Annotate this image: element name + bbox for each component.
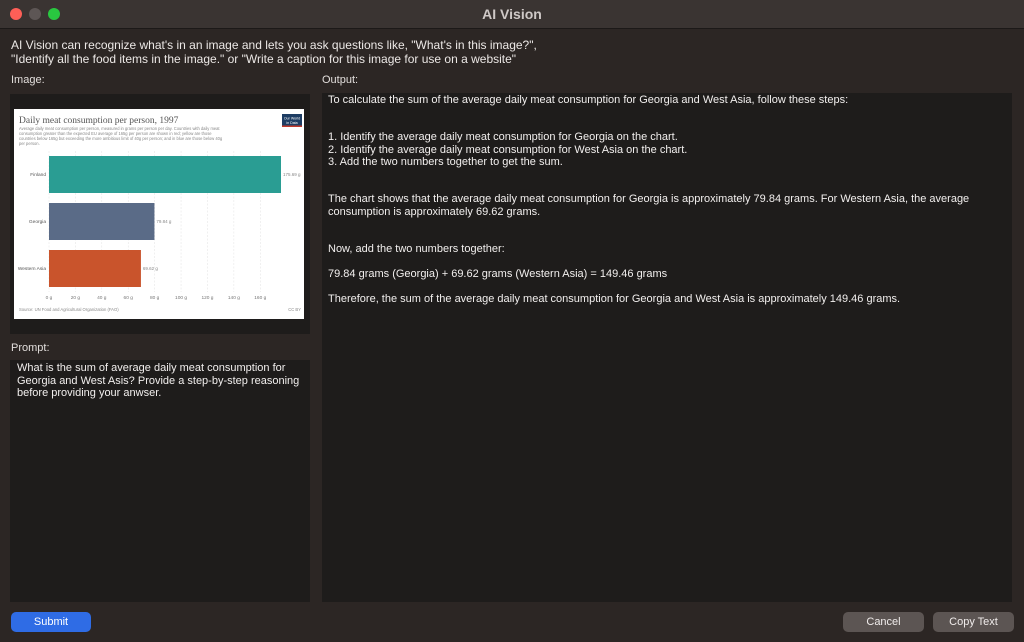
intro-line-2: "Identify all the food items in the image." or "Write a caption for this image for use on a website"	[11, 52, 517, 66]
output-paragraph: Now, add the two numbers together:	[328, 243, 505, 255]
chart-category-label: Georgia	[28, 220, 46, 226]
chart-x-tick-label: 120 g	[201, 296, 214, 301]
chart-x-tick-label: 160 g	[254, 296, 267, 301]
output-step: 1. Identify the average daily meat consumption for Georgia on the chart.	[328, 131, 678, 143]
chart-value-label: 79.84 g	[156, 219, 172, 225]
chart-subtitle-line: Average daily meat consumption per person, measured in grams per person per day. Countries with daily meat	[19, 126, 220, 131]
copy-text-button[interactable]: Copy Text	[933, 612, 1014, 632]
output-label: Output:	[322, 74, 359, 86]
chart-x-tick-label: 40 g	[97, 296, 107, 301]
submit-button[interactable]: Submit	[11, 612, 91, 632]
prompt-input[interactable]	[10, 360, 310, 602]
output-paragraph: 79.84 grams (Georgia) + 69.62 grams (Western Asia) = 149.46 grams	[328, 268, 668, 280]
chart-bar	[49, 203, 154, 240]
chart-source: Source: UN Food and Agricultural Organization (FAO)	[19, 307, 119, 312]
intro-text	[11, 38, 537, 66]
output-step: 2. Identify the average daily meat consumption for West Asia on the chart.	[328, 143, 688, 156]
prompt-text: What is the sum of average daily meat consumption for Georgia and West Asis? Provide a step-by-step reasoning before providing your anwser.	[17, 362, 300, 399]
chart-value-label: 69.62 g	[142, 266, 158, 272]
chart-subtitle-line: countries below 165g but exceeding the more ambitious limit of 40g per person; and in blue are those below 40g	[19, 136, 223, 141]
output-step: 3. Add the two numbers together to get the sum.	[328, 156, 563, 168]
chart-category-label: Western Asia	[17, 267, 46, 273]
image-label: Image:	[11, 74, 45, 86]
intro-line-1: AI Vision can recognize what's in an image and lets you ask questions like, "What's in this image?",	[11, 38, 537, 52]
chart-svg	[14, 109, 304, 319]
chart-subtitle	[19, 126, 223, 146]
chart-bar	[49, 156, 281, 193]
chart-title: Daily meat consumption per person, 1997	[19, 116, 179, 126]
prompt-label: Prompt:	[11, 342, 50, 354]
window-title: AI Vision	[482, 6, 542, 22]
output-paragraph: Therefore, the sum of the average daily meat consumption for Georgia and West Asia is approximately 149.46 grams.	[328, 293, 901, 305]
zoom-window-button[interactable]	[48, 8, 60, 20]
chart-x-tick-label: 60 g	[123, 296, 133, 301]
chart-license: CC BY	[288, 307, 301, 312]
chart-x-tick-label: 20 g	[70, 296, 81, 301]
chart-image	[14, 109, 304, 319]
image-drop-area[interactable]	[10, 94, 310, 334]
owid-logo	[282, 114, 302, 127]
output-area[interactable]	[322, 93, 1012, 602]
cancel-button[interactable]: Cancel	[843, 612, 924, 632]
chart-subtitle-line: consumption greater than the expected EU average of 165g per person are shown in red; yellow are those	[19, 131, 212, 136]
chart-x-tick-label: 140 g	[227, 296, 240, 301]
output-paragraph: The chart shows that the average daily meat consumption for Georgia is approximately 79.84 grams. For Western Asia, the average	[328, 193, 970, 205]
logo-text: in Data	[286, 120, 298, 125]
chart-x-tick-label: 100 g	[175, 296, 188, 301]
logo-text: Our World	[283, 116, 301, 121]
chart-x-tick-label: 80 g	[149, 296, 160, 301]
chart-value-label: 175.69 g	[283, 172, 301, 178]
chart-subtitle-line: per person.	[19, 141, 40, 146]
output-paragraph: To calculate the sum of the average daily meat consumption for Georgia and West Asia, follow these steps:	[328, 94, 849, 106]
minimize-window-button[interactable]	[29, 8, 41, 20]
chart-x-tick-label: 0 g	[45, 296, 53, 301]
title-bar	[0, 0, 1024, 29]
chart-bar	[49, 250, 141, 287]
close-window-button[interactable]	[10, 8, 22, 20]
output-paragraph: consumption is approximately 69.62 grams.	[328, 205, 541, 218]
chart-category-label: Finland	[30, 173, 46, 179]
